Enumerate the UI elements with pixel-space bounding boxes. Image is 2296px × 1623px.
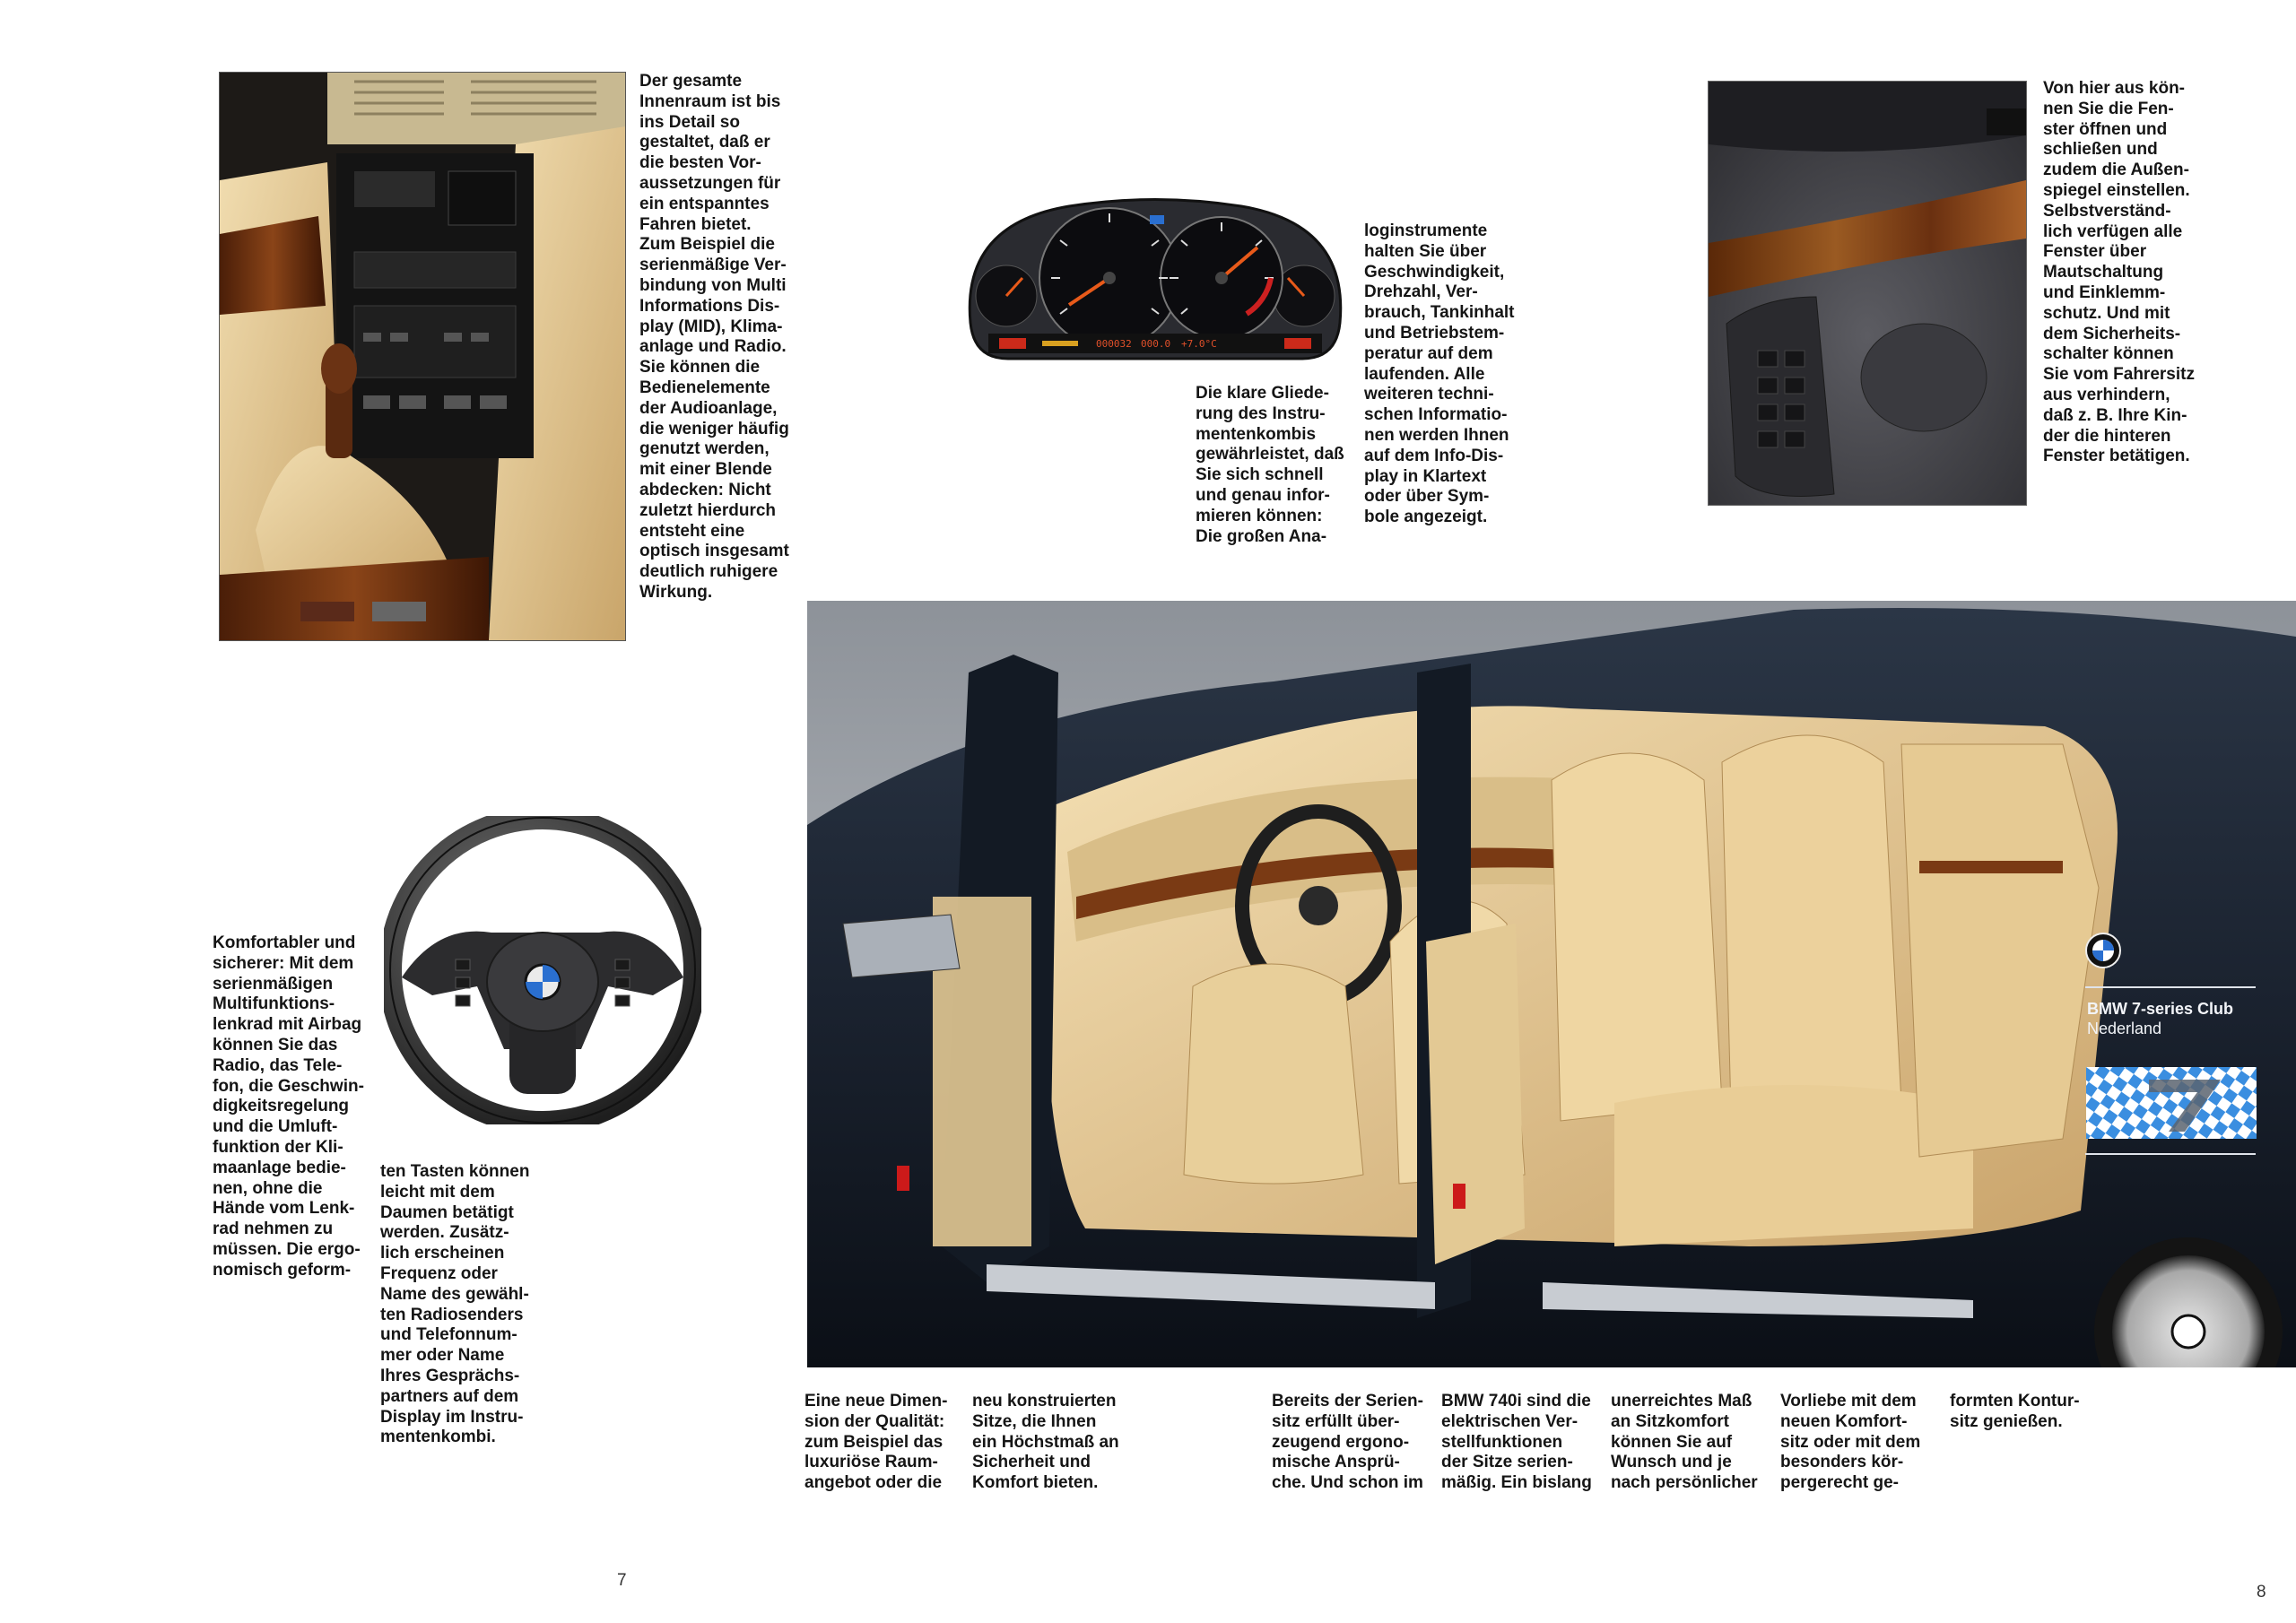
instrument-cluster-photo xyxy=(961,188,1349,363)
interior-intro-text: Der gesamte Innenraum ist bis ins Detail so gestaltet, daß er die besten Vor- aussetzungen für ein entspanntes Fahren bietet. Zum Beispiel die serienmäßige Ver- bindung von Multi Informations Dis- play (MID), Klima- anlage und Radio. Sie können die Bedienelemente der Audioanlage, die weniger häufig genutzt werden, mit einer Blende abdecken: Nicht zuletzt hierdurch entsteht eine optisch insgesamt deutlich ruhigere Wirkung. xyxy=(639,72,789,602)
center-console-illustration xyxy=(220,73,625,640)
steering-wheel-illustration xyxy=(384,816,701,1124)
steering-wheel-photo xyxy=(384,816,701,1124)
bottom-text-col-5: unerreichtes Maß an Sitzkomfort können Sie auf Wunsch und je nach persönlicher xyxy=(1611,1392,1758,1493)
cluster-odometer: 000032 xyxy=(1096,338,1132,350)
bottom-text-col-4: BMW 740i sind die elektrischen Ver- stellfunktionen der Sitze serien- mäßig. Ein bislang xyxy=(1441,1392,1592,1493)
bmw-roundel-icon xyxy=(1278,868,1303,893)
center-console-photo xyxy=(219,72,626,641)
door-panel-photo xyxy=(1708,81,2027,506)
club-name-line-1: BMW 7-series Club xyxy=(2087,1000,2234,1018)
car-interior-photo xyxy=(807,601,2296,1367)
door-panel-illustration xyxy=(1709,82,2026,505)
bottom-text-col-7: formten Kontur- sitz genießen. xyxy=(1950,1392,2080,1431)
bottom-text-col-3: Bereits der Serien- sitz erfüllt über- zeugend ergono- mische Ansprü- che. Und schon im xyxy=(1272,1392,1423,1493)
cluster-text-part-2: loginstrumente halten Sie über Geschwindigkeit, Drehzahl, Ver- brauch, Tankinhalt und Betriebstem- peratur auf dem laufenden. Alle weiteren techni- schen Informatio- nen werden Ihnen auf dem Info-Dis- play in Klartext oder über Sym- bole angezeigt. xyxy=(1364,221,1515,527)
cluster-temperature: +7.0°C xyxy=(1181,338,1217,350)
door-panel-text: Von hier aus kön- nen Sie die Fen- ster öffnen und schließen und zudem die Außen- spiegel einstellen. Selbstverständ- lich verfügen alle Fenster über Mautschaltung und Einklemm- schutz. Und mit dem Sicherheits- schalter können Sie vom Fahrersitz aus verhindern, daß z. B. Ihre Kin- der die hinteren Fenster betätigen. xyxy=(2043,79,2195,466)
page-number-left: 7 xyxy=(617,1571,627,1590)
bavarian-7-logo xyxy=(2086,1067,2257,1139)
club-divider-top xyxy=(2085,986,2256,988)
car-interior-illustration xyxy=(807,601,2296,1367)
club-name-line-2: Nederland xyxy=(2087,1020,2162,1037)
steering-wheel-text-part-1: Komfortabler und sicherer: Mit dem serienmäßigen Multifunktions- lenkrad mit Airbag können Sie das Radio, das Tele- fon, die Geschwin- digkeitsregelung und die Umluft- funktion der Kli- maanlage bedie- nen, ohne die Hände vom Lenk- rad nehmen zu müssen. Die ergo- nomisch geform- xyxy=(213,933,364,1280)
page-number-right: 8 xyxy=(2257,1583,2266,1601)
club-divider-bottom xyxy=(2085,1153,2256,1155)
steering-wheel-text-part-2: ten Tasten können leicht mit dem Daumen betätigt werden. Zusätz- lich erscheinen Frequenz oder Name des gewähl- ten Radiosenders und Telefonnum- mer oder Name Ihres Gesprächs- partners auf dem Display im Instru- mentenkombi. xyxy=(380,1162,530,1447)
bottom-text-col-2: neu konstruierten Sitze, die Ihnen ein Höchstmaß an Sicherheit und Komfort bieten. xyxy=(972,1392,1119,1493)
bottom-text-col-1: Eine neue Dimen- sion der Qualität: zum Beispiel das luxuriöse Raum- angebot oder die xyxy=(804,1392,948,1493)
cluster-text-part-1: Die klare Gliede- rung des Instru- mentenkombis gewährleistet, daß Sie sich schnell und genau infor- mieren können: Die großen Ana- xyxy=(1196,384,1344,546)
cluster-trip: 000.0 xyxy=(1141,338,1171,350)
bottom-text-col-6: Vorliebe mit dem neuen Komfort- sitz oder mit dem besonders kör- pergerecht ge- xyxy=(1780,1392,1921,1493)
bmw-roundel-icon xyxy=(2085,933,2121,968)
instrument-cluster-illustration xyxy=(961,188,1349,363)
